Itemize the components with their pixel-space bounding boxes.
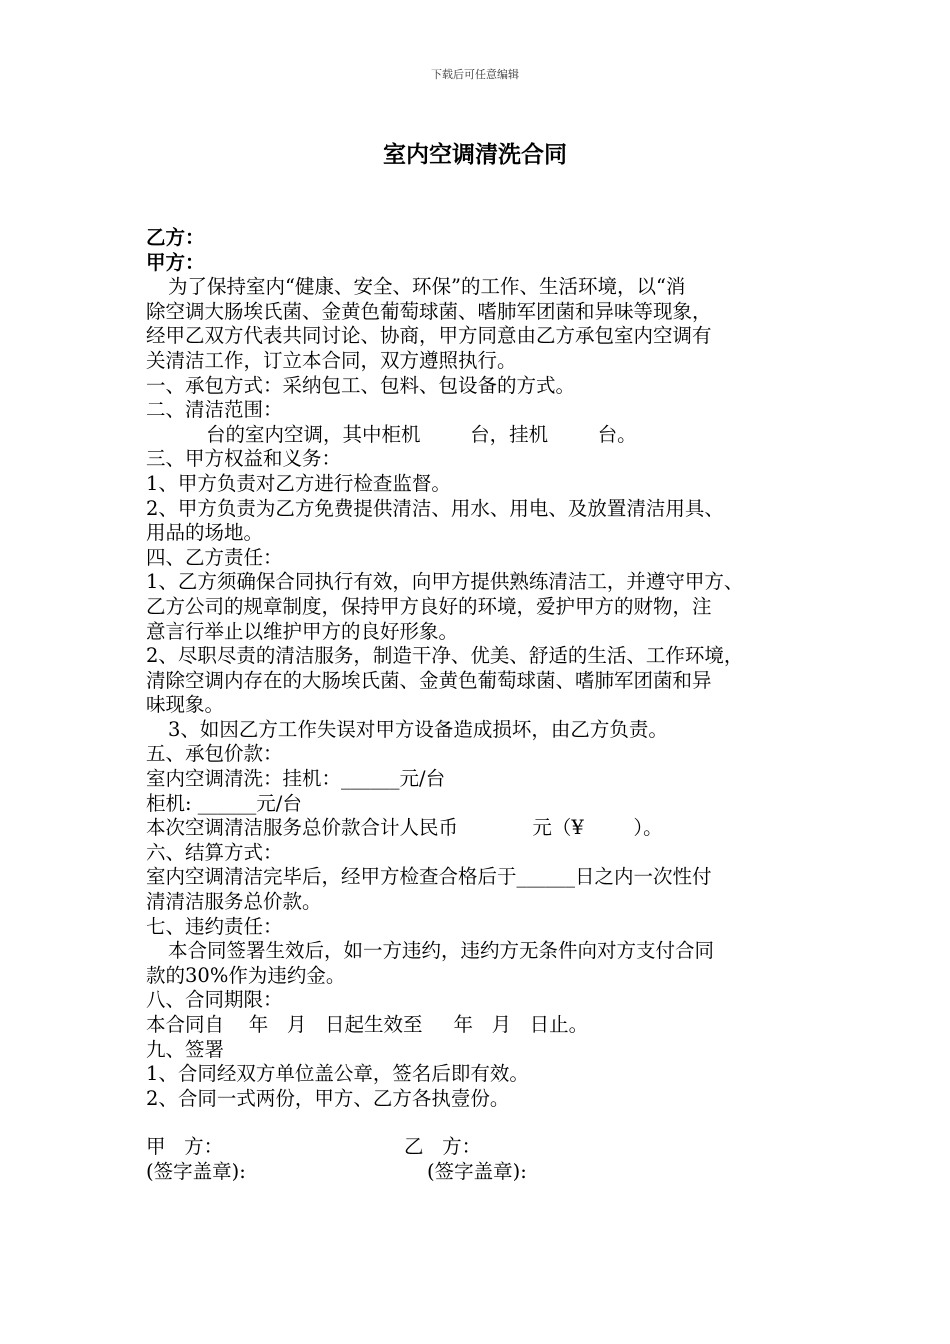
intro-line: 为了保持室内“健康、安全、环保”的工作、生活环境，以“消 (168, 275, 686, 299)
section-3-line: 2、甲方负责为乙方免费提供清洁、用水、用电、及放置清洁用具、 (146, 496, 724, 520)
section-4-line: 清除空调内存在的大肠埃氏菌、金黄色葡萄球菌、嗜肺军团菌和异 (146, 668, 712, 692)
section-7-heading: 七、违约责任： (146, 914, 283, 938)
section-4-item-3: 3、如因乙方工作失误对甲方设备造成损坏，由乙方负责。 (168, 717, 668, 741)
contract-body (146, 226, 818, 1185)
section-1-heading: 一、承包方式：采纳包工、包料、包设备的方式。 (146, 373, 576, 397)
section-6-line: 室内空调清洁完毕后，经甲方检查合格后于______日之内一次性付 (146, 865, 712, 889)
section-4-heading: 四、乙方责任： (146, 545, 283, 569)
party-b-label: 乙方： (146, 226, 205, 249)
signature-party-a: 甲 方： (146, 1135, 224, 1159)
section-3-line: 用品的场地。 (146, 521, 264, 545)
section-3-heading: 三、甲方权益和义务： (146, 447, 342, 471)
section-5-line: 柜机: ______元/台 (146, 791, 302, 815)
signature-party-row (146, 1135, 818, 1160)
intro-line: 除空调大肠埃氏菌、金黄色葡萄球菌、嗜肺军团菌和异味等现象， (146, 299, 712, 323)
party-a-label: 甲方： (146, 250, 205, 274)
intro-line: 关清洁工作，订立本合同，双方遵照执行。 (146, 348, 517, 372)
section-8-line: 本合同自 年 月 日起生效至 年 月 日止。 (146, 1013, 589, 1036)
signature-party-b: 乙 方： (404, 1135, 482, 1159)
section-4-line: 意言行举止以维护甲方的良好形象。 (146, 619, 459, 643)
section-2-heading: 二、清洁范围： (146, 398, 283, 422)
section-9-line: 2、合同一式两份，甲方、乙方各执壹份。 (146, 1086, 510, 1110)
section-5-line: 室内空调清洗：挂机：______元/台 (146, 767, 446, 791)
section-5-line: 本次空调清洁服务总价款合计人民币 元（¥ ）。 (146, 816, 663, 840)
section-7-line: 本合同签署生效后，如一方违约，违约方无条件向对方支付合同 (168, 939, 715, 963)
section-4-line: 1、乙方须确保合同执行有效，向甲方提供熟练清洁工，并遵守甲方、 (146, 570, 744, 594)
section-6-line: 清清洁服务总价款。 (146, 890, 322, 914)
section-6-heading: 六、结算方式： (146, 840, 283, 864)
section-9-heading: 九、签署 (146, 1037, 225, 1061)
section-2-line: 台的室内空调，其中柜机 台，挂机 台。 (206, 422, 637, 446)
intro-line: 经甲乙双方代表共同讨论、协商，甲方同意由乙方承包室内空调有 (146, 324, 712, 348)
signature-seal-row (146, 1160, 818, 1185)
section-8-heading: 八、合同期限： (146, 988, 283, 1012)
signature-seal-a: (签字盖章): (146, 1160, 246, 1184)
page-title: 室内空调清洗合同 (383, 142, 567, 168)
section-5-heading: 五、承包价款： (146, 742, 283, 766)
section-4-line: 味现象。 (146, 693, 225, 717)
section-9-line: 1、合同经双方单位盖公章，签名后即有效。 (146, 1062, 529, 1086)
section-4-line: 2、尽职尽责的清洁服务，制造干净、优美、舒适的生活、工作环境， (146, 644, 744, 668)
section-4-line: 乙方公司的规章制度，保持甲方良好的环境，爱护甲方的财物，注 (146, 594, 712, 618)
signature-seal-b: (签字盖章): (427, 1160, 527, 1184)
section-7-line: 款的30%作为违约金。 (146, 963, 346, 987)
section-3-line: 1、甲方负责对乙方进行检查监督。 (146, 471, 451, 495)
header-note: 下载后可任意编辑 (431, 68, 519, 81)
